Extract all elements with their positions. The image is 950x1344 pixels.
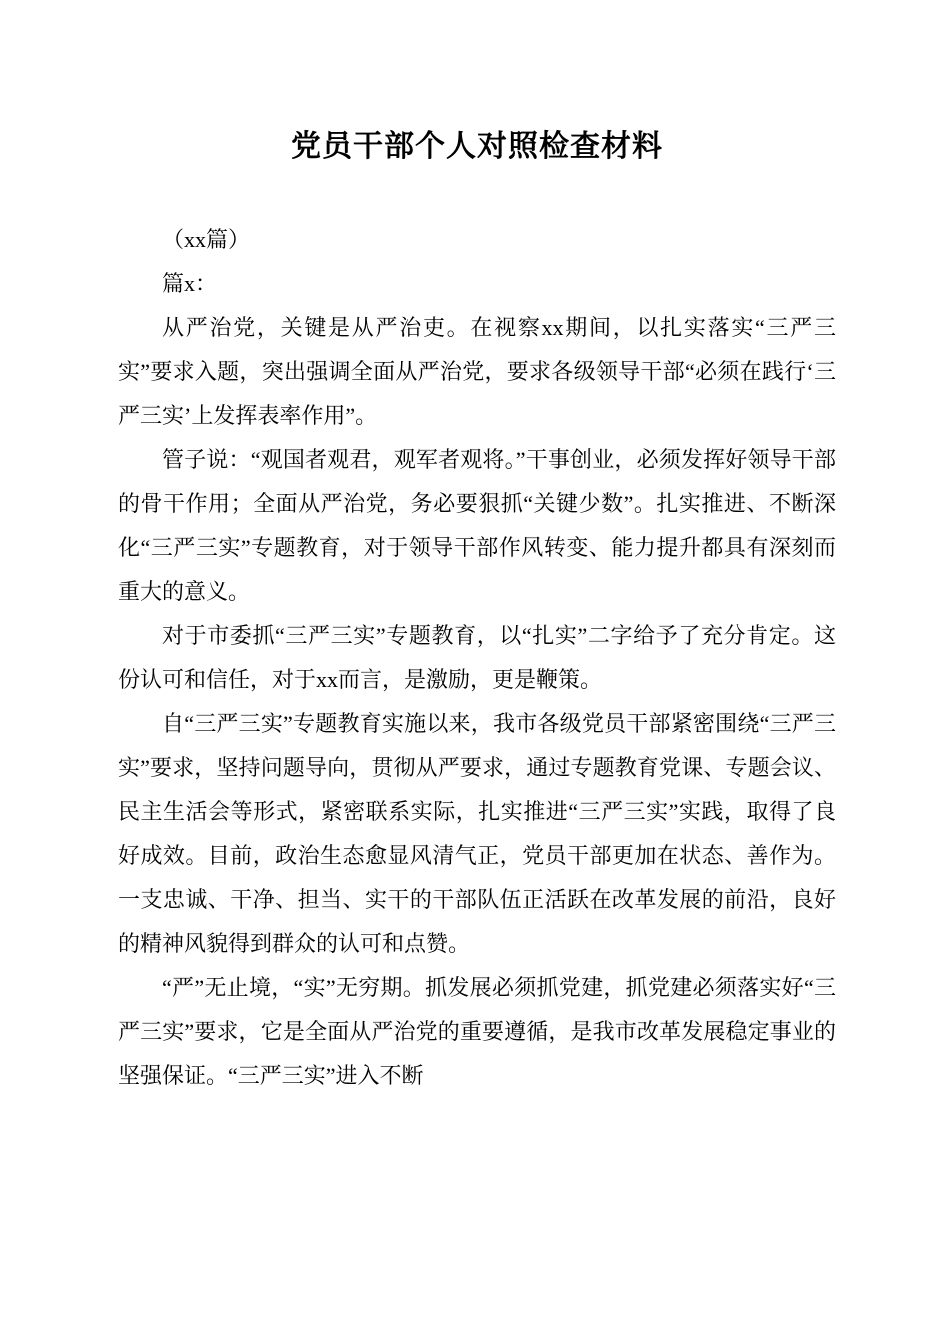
paragraph: 对于市委抓“三严三实”专题教育，以“扎实”二字给予了充分肯定。这份认可和信任，对于xx而言，是激励，更是鞭策。 xyxy=(118,622,836,692)
paragraph: 篇x： xyxy=(162,270,218,296)
paragraph: 从严治党，关键是从严治吏。在视察xx期间，以扎实落实“三严三实”要求入题，突出强调全面从严治党，要求各级领导干部“必须在践行‘三严三实’上发挥表率作用”。 xyxy=(118,314,836,428)
paragraph: （xx篇） xyxy=(162,226,251,252)
paragraph: 管子说：“观国者观君，观军者观将。”干事创业，必须发挥好领导干部的骨干作用；全面从严治党，务必要狠抓“关键少数”。扎实推进、不断深化“三严三实”专题教育，对于领导干部作风转变、能力提升都具有深刻而重大的意义。 xyxy=(118,446,836,604)
document-title: 党员干部个人对照检查材料 xyxy=(291,130,663,163)
paragraph: 自“三严三实”专题教育实施以来，我市各级党员干部紧密围绕“三严三实”要求，坚持问题导向，贯彻从严要求，通过专题教育党课、专题会议、民主生活会等形式，紧密联系实际，扎实推进“三严三实”实践，取得了良好成效。目前，政治生态愈显风清气正，党员干部更加在状态、善作为。一支忠诚、干净、担当、实干的干部队伍正活跃在改革发展的前沿，良好的精神风貌得到群众的认可和点赞。 xyxy=(118,710,836,956)
paragraph: “严”无止境，“实”无穷期。抓发展必须抓党建，抓党建必须落实好“三严三实”要求，它是全面从严治党的重要遵循，是我市改革发展稳定事业的坚强保证。“三严三实”进入不断 xyxy=(118,974,836,1088)
